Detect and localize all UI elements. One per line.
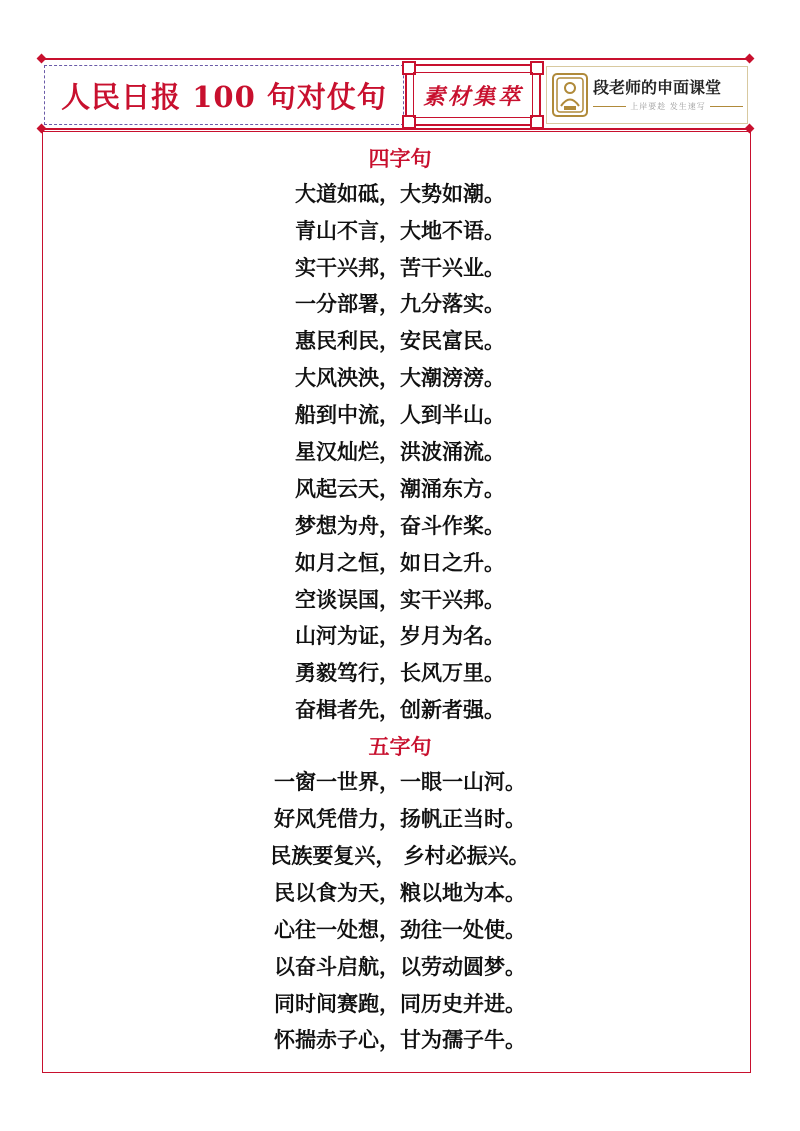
verse-line: 风起云天，潮涌东方。 bbox=[295, 476, 505, 501]
verse-line: 一窗一世界，一眼一山河。 bbox=[274, 769, 526, 794]
badge-label: 素材集萃 bbox=[422, 83, 523, 110]
rule-ornament bbox=[745, 54, 755, 64]
brand-card bbox=[546, 66, 748, 124]
verse-line: 同时间赛跑，同历史并进。 bbox=[274, 991, 526, 1016]
title-box bbox=[44, 65, 404, 125]
header-top-rule bbox=[42, 58, 750, 60]
brand-tagline: 上岸要趁 发生速写 bbox=[630, 102, 706, 111]
verse-line: 心往一处想，劲往一处使。 bbox=[274, 917, 526, 942]
brand-tagline-row bbox=[593, 101, 743, 112]
verse-line: 如月之恒，如日之升。 bbox=[295, 550, 505, 575]
divider bbox=[710, 106, 743, 107]
verse-line: 梦想为舟，奋斗作桨。 bbox=[295, 513, 505, 538]
verse-line: 民以食为天，粮以地为本。 bbox=[274, 880, 526, 905]
verse-line: 山河为证，岁月为名。 bbox=[295, 623, 505, 648]
divider bbox=[593, 106, 626, 107]
verse-line: 好风凭借力，扬帆正当时。 bbox=[274, 806, 526, 831]
verse-line: 怀揣赤子心，甘为孺子牛。 bbox=[274, 1027, 526, 1052]
verse-line: 以奋斗启航，以劳动圆梦。 bbox=[274, 954, 526, 979]
verse-line: 一分部署，九分落实。 bbox=[295, 291, 505, 316]
verse-line: 星汉灿烂，洪波涌流。 bbox=[295, 439, 505, 464]
brand-logo-icon bbox=[552, 73, 588, 117]
verse-line: 惠民利民，安民富民。 bbox=[295, 328, 505, 353]
verse-line: 大道如砥，大势如潮。 bbox=[295, 181, 505, 206]
verse-line: 船到中流，人到半山。 bbox=[295, 402, 505, 427]
verse-line: 大风泱泱，大潮滂滂。 bbox=[295, 365, 505, 390]
rule-ornament bbox=[37, 54, 47, 64]
verse-line: 奋楫者先，创新者强。 bbox=[295, 697, 505, 722]
verse-line: 实干兴邦，苦干兴业。 bbox=[295, 255, 505, 280]
verse-line: 空谈误国，实干兴邦。 bbox=[295, 587, 505, 612]
verse-line: 民族要复兴， 乡村必振兴。 bbox=[270, 843, 530, 868]
header-bottom-rule bbox=[42, 128, 750, 130]
badge-inner-border bbox=[413, 72, 533, 118]
brand-name: 段老师的申面课堂 bbox=[593, 78, 722, 97]
page-title: 人民日报 100 句对仗句 bbox=[61, 79, 387, 114]
section-heading-four-char: 四字句 bbox=[368, 146, 432, 171]
verse-line: 青山不言，大地不语。 bbox=[295, 218, 505, 243]
verse-line: 勇毅笃行，长风万里。 bbox=[295, 660, 505, 685]
badge-frame bbox=[405, 64, 541, 126]
section-heading-five-char: 五字句 bbox=[368, 734, 432, 759]
